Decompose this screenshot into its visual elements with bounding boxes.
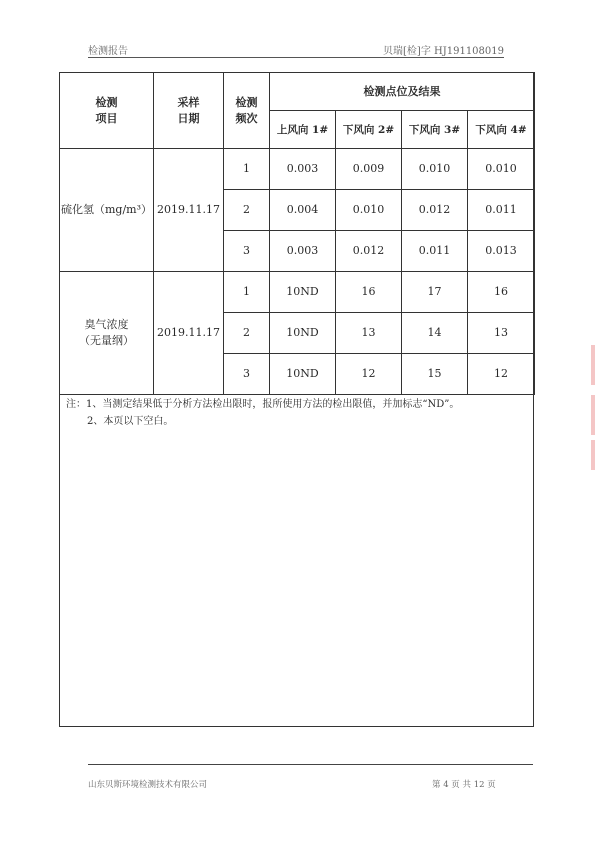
footer-rule [88, 764, 533, 765]
cell-value: 0.011 [402, 231, 468, 272]
header-point-4: 下风向 4# [468, 111, 535, 149]
cell-value: 13 [468, 313, 535, 354]
cell-item: 臭气浓度 （无量纲） [60, 272, 154, 395]
header-date: 采样 日期 [154, 73, 224, 149]
cell-frequency: 2 [224, 313, 270, 354]
cell-value: 0.010 [402, 149, 468, 190]
cell-value: 0.012 [336, 231, 402, 272]
cell-frequency: 3 [224, 354, 270, 395]
cell-value: 0.013 [468, 231, 535, 272]
cell-value: 10ND [270, 272, 336, 313]
cell-value: 17 [402, 272, 468, 313]
cell-value: 12 [468, 354, 535, 395]
seal-stamp-edge [588, 345, 598, 385]
table-row [60, 149, 535, 190]
cell-value: 16 [468, 272, 535, 313]
report-title: 检测报告 [88, 46, 128, 57]
cell-value: 12 [336, 354, 402, 395]
header-point-1: 上风向 1# [270, 111, 336, 149]
cell-frequency: 1 [224, 149, 270, 190]
page-header [88, 40, 504, 58]
cell-value: 0.003 [270, 231, 336, 272]
results-table [59, 72, 535, 395]
notes [66, 396, 534, 430]
cell-value: 0.011 [468, 190, 535, 231]
cell-value: 15 [402, 354, 468, 395]
page-number: 第 4 页 共 12 页 [432, 780, 496, 790]
table-row [60, 272, 535, 313]
cell-value: 16 [336, 272, 402, 313]
cell-value: 0.010 [336, 190, 402, 231]
company-name: 山东贝斯环境检测技术有限公司 [88, 780, 208, 790]
cell-date: 2019.11.17 [154, 272, 224, 395]
cell-value: 0.012 [402, 190, 468, 231]
cell-frequency: 2 [224, 190, 270, 231]
header-points: 检测点位及结果 [270, 73, 535, 111]
header-point-2: 下风向 2# [336, 111, 402, 149]
cell-item: 硫化氢（mg/m³） [60, 149, 154, 272]
seal-stamp-edge [588, 440, 598, 480]
cell-value: 0.010 [468, 149, 535, 190]
cell-frequency: 3 [224, 231, 270, 272]
cell-value: 0.009 [336, 149, 402, 190]
note-1: 注：1、当测定结果低于分析方法检出限时，报所使用方法的检出限值，并加标志“ND”。 [66, 399, 460, 410]
note-2: 2、本页以下空白。 [87, 416, 174, 427]
cell-value: 0.004 [270, 190, 336, 231]
cell-value: 0.003 [270, 149, 336, 190]
header-item: 检测 项目 [60, 73, 154, 149]
cell-value: 10ND [270, 313, 336, 354]
cell-value: 13 [336, 313, 402, 354]
cell-frequency: 1 [224, 272, 270, 313]
cell-value: 14 [402, 313, 468, 354]
cell-date: 2019.11.17 [154, 149, 224, 272]
seal-stamp-edge [588, 395, 598, 435]
report-number: 贝瑞[检]字 HJ191108019 [383, 46, 504, 57]
header-frequency: 检测 频次 [224, 73, 270, 149]
header-point-3: 下风向 3# [402, 111, 468, 149]
cell-value: 10ND [270, 354, 336, 395]
